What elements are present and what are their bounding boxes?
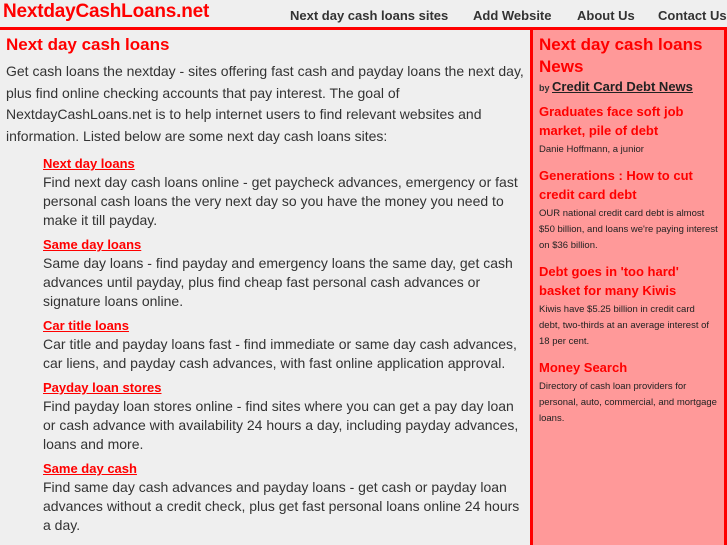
news-byline	[539, 79, 718, 94]
news-item	[539, 166, 718, 254]
site-description: Find next day cash loans online - get paycheck advances, emergency or fast personal cash loans the very next day so you have the money you need to make it till payday.	[43, 174, 518, 228]
news-headline[interactable]: Graduates face soft job market, pile of debt	[539, 104, 684, 138]
site-description: Find same day cash advances and payday loans - get cash or payday loan advances without a credit check, plus get fast personal loans online 24 hours a day.	[43, 479, 520, 533]
news-summary: Danie Hoffmann, a junior	[539, 144, 644, 155]
nav-about-us[interactable]: About Us	[577, 8, 635, 23]
byline-prefix: by	[539, 83, 550, 93]
news-headline[interactable]: Money Search	[539, 360, 628, 375]
site-link-same-day-loans[interactable]: Same day loans	[43, 237, 142, 252]
site-link-payday-loan-stores[interactable]: Payday loan stores	[43, 380, 162, 395]
news-summary: Kiwis have $5.25 billion in credit card debt, two-thirds at an average interest of 18 per cent.	[539, 304, 710, 347]
news-headline[interactable]: Generations : How to cut credit card debt	[539, 168, 693, 202]
nav-contact-us[interactable]: Contact Us	[658, 8, 727, 23]
page-title: Next day cash loans	[6, 35, 170, 54]
site-link-next-day-loans[interactable]: Next day loans	[43, 156, 135, 171]
site-header	[0, 0, 727, 27]
list-item	[43, 460, 526, 535]
news-sidebar	[530, 30, 727, 545]
site-list	[43, 155, 526, 535]
sidebar-title: Next day cash loans News	[539, 35, 703, 76]
list-item	[43, 317, 526, 373]
main-content	[6, 33, 526, 541]
site-link-same-day-cash[interactable]: Same day cash	[43, 461, 137, 476]
intro-text: Get cash loans the nextday - sites offering fast cash and payday loans the next day, plus find online checking accounts that pay interest. The goal of NextdayCashLoans.net is to help internet users to find relevant websites and information. Listed below are some next day cash loans sites:	[6, 63, 524, 144]
news-headline[interactable]: Debt goes in 'too hard' basket for many Kiwis	[539, 264, 679, 298]
list-item	[43, 155, 526, 230]
list-item	[43, 236, 526, 311]
news-item	[539, 358, 718, 427]
news-source-link[interactable]: Credit Card Debt News	[552, 79, 693, 94]
news-item	[539, 262, 718, 350]
site-logo[interactable]: NextdayCashLoans.net	[3, 1, 210, 22]
list-item	[43, 379, 526, 454]
site-link-car-title-loans[interactable]: Car title loans	[43, 318, 129, 333]
site-description: Car title and payday loans fast - find immediate or same day cash advances, car liens, and payday cash advances, with fast online application approval.	[43, 336, 517, 371]
news-summary: Directory of cash loan providers for personal, auto, commercial, and mortgage loans.	[539, 381, 717, 424]
news-summary: OUR national credit card debt is almost $50 billion, and loans we're paying interest on $36 billion.	[539, 208, 718, 251]
nav-add-website[interactable]: Add Website	[473, 8, 552, 23]
site-description: Same day loans - find payday and emergency loans the same day, get cash advances until payday, plus find cheap fast personal cash advances or signature loans online.	[43, 255, 513, 309]
nav-next-day-cash-loans-sites[interactable]: Next day cash loans sites	[290, 8, 449, 23]
site-description: Find payday loan stores online - find sites where you can get a pay day loan or cash advance with availability 24 hours a day, including payday advances, loans and more.	[43, 398, 519, 452]
news-item	[539, 102, 718, 158]
